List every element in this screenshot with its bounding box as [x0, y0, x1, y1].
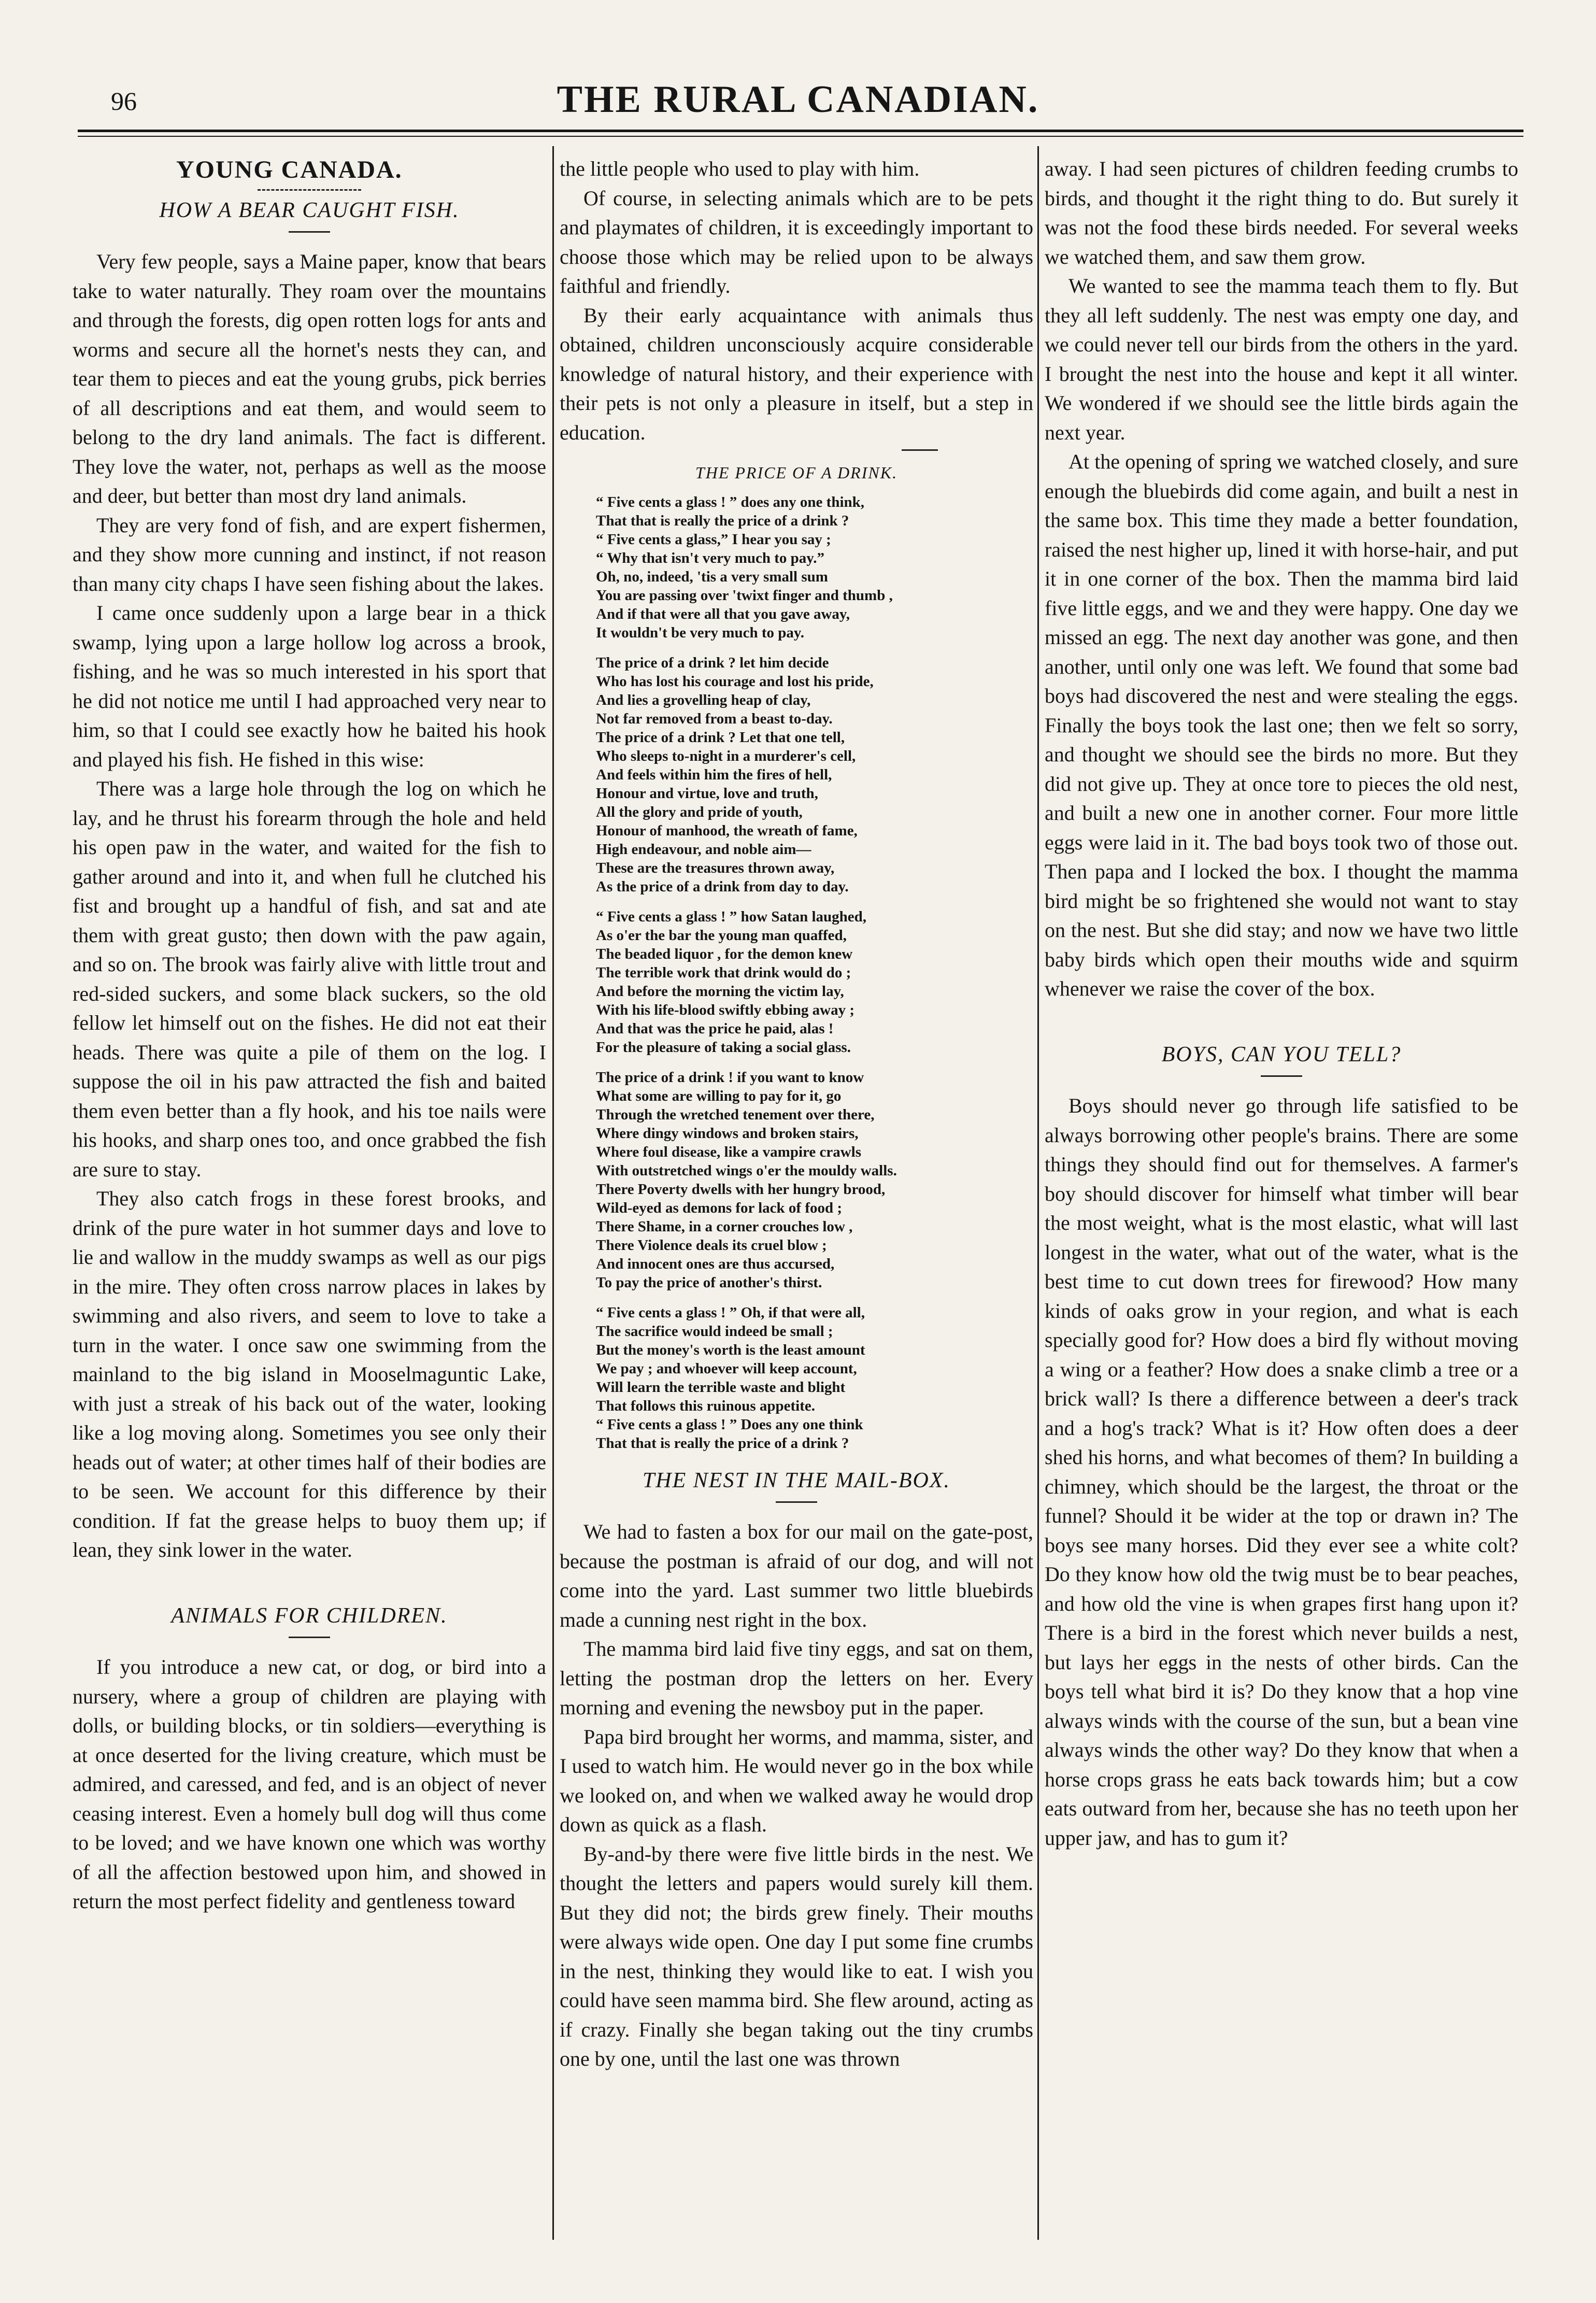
poem-line: The terrible work that drink would do ;: [596, 964, 851, 981]
paragraph: the little people who used to play with him.: [560, 157, 920, 180]
title-rule: [289, 231, 330, 233]
article-title: HOW A BEAR CAUGHT FISH.: [159, 198, 460, 222]
poem-line: It wouldn't be very much to pay.: [596, 624, 805, 641]
poem-line: Oh, no, indeed, 'tis a very small sum: [596, 568, 828, 585]
poem-line: High endeavour, and noble aim—: [596, 841, 811, 858]
poem-line: There Violence deals its cruel blow ;: [596, 1236, 827, 1254]
poem: [560, 493, 1033, 1453]
poem-line: Wild-eyed as demons for lack of food ;: [596, 1199, 843, 1216]
poem-line: Who has lost his courage and lost his pride,: [596, 673, 874, 690]
title-rule: [902, 449, 938, 451]
poem-line: Not far removed from a beast to-day.: [596, 710, 833, 727]
poem-line: What some are willing to pay for it, go: [596, 1087, 842, 1104]
paragraph: They are very fond of fish, and are expert fishermen, and they show more cunning and instinct, if not reason than many city chaps I have seen fishing about the lakes.: [73, 513, 546, 595]
poem-stanza: [596, 1303, 1033, 1453]
poem-line: To pay the price of another's thirst.: [596, 1274, 822, 1291]
poem-line: And before the morning the victim lay,: [596, 983, 844, 1000]
column-2: [560, 154, 1033, 2258]
masthead: THE RURAL CANADIAN.: [557, 78, 1039, 121]
poem-line: The sacrifice would indeed be small ;: [596, 1323, 833, 1340]
poem-line: Where dingy windows and broken stairs,: [596, 1125, 859, 1142]
paragraph: If you introduce a new cat, or dog, or bird into a nursery, where a group of children are playing with dolls, or building blocks, or tin soldiers—everything is at once deserted for the living creature, which must be admired, and caressed, and fed, and is an object of never ceasing interest. Even a homely bull dog will thus come to be loved; and we have known one which was worthy of all the affection bestowed upon him, and showed in return the most perfect fidelity and gentleness toward: [73, 1655, 546, 1913]
title-rule: [289, 1637, 330, 1638]
poem-line: Honour of manhood, the wreath of fame,: [596, 822, 858, 839]
poem-line: But the money's worth is the least amount: [596, 1341, 865, 1358]
article-title: THE NEST IN THE MAIL-BOX.: [642, 1468, 951, 1492]
poem-line: That follows this ruinous appetite.: [596, 1397, 815, 1414]
poem-line: As o'er the bar the young man quaffed,: [596, 927, 847, 944]
title-dash-rule: [258, 189, 361, 191]
poem-title: THE PRICE OF A DRINK.: [695, 463, 898, 482]
poem-line: And lies a grovelling heap of clay,: [596, 691, 811, 708]
paragraph: Papa bird brought her worms, and mamma, sister, and I used to watch him. He would never go in the box while we looked on, and when we walked away he would drop down as quick as a flash.: [560, 1725, 1033, 1836]
poem-line: “ Five cents a glass,” I hear you say ;: [596, 531, 831, 548]
header-rule: [78, 130, 1523, 132]
poem-line: There Shame, in a corner crouches low ,: [596, 1218, 853, 1235]
poem-line: That that is really the price of a drink ?: [596, 512, 849, 529]
poem-stanza: [596, 493, 1033, 642]
poem-line: For the pleasure of taking a social glass.: [596, 1039, 851, 1056]
poem-line: These are the treasures thrown away,: [596, 859, 835, 876]
article-title: BOYS, CAN YOU TELL?: [1161, 1042, 1402, 1067]
poem-line: And if that were all that you gave away,: [596, 605, 850, 622]
header-rule-thin: [78, 136, 1523, 137]
poem-line: “ Why that isn't very much to pay.”: [596, 549, 824, 566]
poem-line: And that was the price he paid, alas !: [596, 1020, 834, 1037]
paragraph: We had to fasten a box for our mail on the gate-post, because the postman is afraid of our dog, and will not come into the yard. Last summer two little bluebirds made a cunning nest right in the box.: [560, 1520, 1033, 1631]
poem-line: We pay ; and whoever will keep account,: [596, 1360, 857, 1377]
poem-line: With outstretched wings o'er the mouldy walls.: [596, 1162, 897, 1179]
column-divider: [1037, 146, 1039, 2240]
poem-line: There Poverty dwells with her hungry brood,: [596, 1181, 886, 1198]
column-divider: [552, 146, 554, 2240]
paragraph: I came once suddenly upon a large bear in a thick swamp, lying upon a large hollow log across a brook, fishing, and he was so much interested in his sport that he did not notice me until I had approached very near to him, so that I could see exactly how he baited his hook and played his fish. He fished in this wise:: [73, 601, 546, 771]
paragraph: The mamma bird laid five tiny eggs, and sat on them, letting the postman drop the letters on her. Every morning and evening the newsboy put in the paper.: [560, 1637, 1033, 1719]
poem-stanza: [596, 907, 1033, 1057]
paragraph: away. I had seen pictures of children feeding crumbs to birds, and thought it the right thing to do. But surely it was not the food these birds needed. For several weeks we watched them, and saw them grow.: [1045, 157, 1518, 268]
poem-line: Where foul disease, like a vampire crawls: [596, 1143, 862, 1160]
poem-line: And innocent ones are thus accursed,: [596, 1255, 835, 1272]
paragraph: They also catch frogs in these forest brooks, and drink of the pure water in hot summer days and love to lie and wallow in the muddy swamps as well as our pigs in the mire. They often cross narrow places in lakes by swimming and also rivers, and seem to love to take a turn in the water. I once saw one swimming from the mainland to the big island in Mooselmaguntic Lake, with just a streak of his back out of the water, looking like a log moving along. Sometimes you see only their heads out of water; at other times half of their bodies are to be seen. We account for this difference by their condition. If fat the grease helps to buoy them up; if lean, they sink lower in the water.: [73, 1187, 546, 1561]
paragraph: At the opening of spring we watched closely, and sure enough the bluebirds did come again, and built a nest in the same box. This time they made a better foundation, raised the nest higher up, lined it with horse-hair, and put it in one corner of the box. Then the mamma bird laid five little eggs, and we and they were happy. One day we missed an egg. The next day another was gone, and then another, until only one was left. We found that some bad boys had discovered the nest and were stealing the eggs. Finally the boys took the last one; then we felt so sorry, and thought we should see the birds no more. But they did not give up. They at once tore to pieces the old nest, and built a new one in another corner. Four more little eggs were laid in it. The bad boys took two of those out. Then papa and I locked the box. I thought the mamma bird might be so frightened she would not want to stay on the nest. But she did stay; and now we have two little baby birds which open their mouths wide and squirm whenever we raise the cover of the box.: [1045, 450, 1518, 1000]
paragraph: There was a large hole through the log on which he lay, and he thrust his forearm through the hole and held his open paw in the water, and waited for the fish to gather around and into it, and when full he clutched his fist and brought up a handful of fish, and sat and ate them with great gusto; then down with the paw again, and so on. The brook was fairly alive with little trout and red-sided suckers, and some black suckers, so the old fellow let himself out on the fishes. He did not eat their heads. There was quite a pile of them on the log. I suppose the oil in his paw attracted the fish and baited them even better than a fly hook, and his toe nails were his hooks, and sharp ones too, and once grabbed the fish are sure to stay.: [73, 777, 546, 1181]
title-rule: [1261, 1075, 1302, 1077]
paragraph: By their early acquaintance with animals thus obtained, children unconsciously acquire considerable knowledge of natural history, and their experience with their pets is not only a pleasure in itself, but a step in education.: [560, 303, 1033, 444]
poem-line: Through the wretched tenement over there,: [596, 1106, 875, 1123]
poem-line: That that is really the price of a drink ?: [596, 1434, 849, 1452]
poem-line: “ Five cents a glass ! ” Oh, if that were all,: [596, 1304, 865, 1321]
poem-line: “ Five cents a glass ! ” Does any one think: [596, 1416, 863, 1433]
poem-line: Who sleeps to-night in a murderer's cell,: [596, 747, 856, 764]
poem-line: “ Five cents a glass ! ” does any one think,: [596, 493, 865, 510]
section-title: YOUNG CANADA.: [176, 156, 403, 183]
page-number: 96: [111, 87, 137, 116]
column-1: [73, 154, 546, 2258]
paragraph: Of course, in selecting animals which are to be pets and playmates of children, it is exceedingly important to choose those which may be relied upon to be always faithful and friendly.: [560, 186, 1033, 297]
poem-line: With his life-blood swiftly ebbing away ;: [596, 1001, 854, 1018]
paragraph: Very few people, says a Maine paper, know that bears take to water naturally. They roam over the mountains and through the forests, dig open rotten logs for ants and worms and secure all the hornet's nests they can, and tear them to pieces and eat the young grubs, pick berries of all descriptions and eat them, and would seem to belong to the dry land animals. The fact is different. They love the water, not, perhaps as well as the moose and deer, but better than most dry land animals.: [73, 250, 546, 507]
poem-line: The price of a drink ? Let that one tell,: [596, 729, 845, 746]
paragraph: Boys should never go through life satisfied to be always borrowing other people's brains. There are some things they should find out for themselves. A farmer's boy should discover for himself what timber will bear the most weight, what is the most elastic, what will last longest in the water, what out of the water, what is the best time to cut down trees for firewood? How many kinds of oaks grow in your region, and what is each specially good for? How does a bird fly without moving a wing or a feather? How does a snake climb a tree or a brick wall? Is there a difference between a deer's track and a hog's track? What is it? How often does a deer shed his horns, and what becomes of them? In building a chimney, which should be the largest, the throat or the funnel? Should it be wider at the top or drawn in? The boys see many horses. Did they ever see a white colt? Do they know how old the twig must be to bear peaches, and how old the vine is when grapes first hang upon it? There is a bird in the forest which never builds a nest, but lays her eggs in the nests of other birds. Can the boys tell what bird it is? Do they know that a hop vine always winds with the course of the sun, but a bean vine always winds the other way? Do they know that when a horse crops grass he eats back towards him; but a cow eats outward from her, because she has no teeth upon her upper jaw, and has to gum it?: [1045, 1094, 1518, 1850]
poem-line: Honour and virtue, love and truth,: [596, 785, 818, 802]
title-rule: [776, 1501, 817, 1503]
poem-line: You are passing over 'twixt finger and thumb ,: [596, 587, 893, 604]
paragraph: By-and-by there were five little birds in the nest. We thought the letters and papers would surely kill them. But they did not; the birds grew finely. Their mouths were always wide open. One day I put some fine crumbs in the nest, thinking they would like to eat. I wish you could have seen mamma bird. She flew around, acting as if crazy. Finally she began taking out the tiny crumbs one by one, until the last one was thrown: [560, 1842, 1033, 2070]
poem-stanza: [596, 1068, 1033, 1292]
poem-line: The beaded liquor , for the demon knew: [596, 945, 853, 962]
column-3: [1045, 154, 1518, 2258]
paragraph: We wanted to see the mamma teach them to fly. But they all left suddenly. The nest was empty one day, and we could never tell our birds from the others in the yard. I brought the nest into the house and kept it all winter. We wondered if we should see the little birds again the next year.: [1045, 274, 1518, 444]
poem-line: “ Five cents a glass ! ” how Satan laughed,: [596, 908, 867, 925]
article-title: ANIMALS FOR CHILDREN.: [171, 1603, 448, 1628]
poem-line: As the price of a drink from day to day.: [596, 878, 849, 895]
poem-line: And feels within him the fires of hell,: [596, 766, 832, 783]
poem-line: The price of a drink ! if you want to know: [596, 1069, 864, 1086]
poem-line: The price of a drink ? let him decide: [596, 654, 829, 671]
poem-line: All the glory and pride of youth,: [596, 803, 803, 820]
poem-line: Will learn the terrible waste and blight: [596, 1378, 846, 1396]
poem-stanza: [596, 653, 1033, 896]
